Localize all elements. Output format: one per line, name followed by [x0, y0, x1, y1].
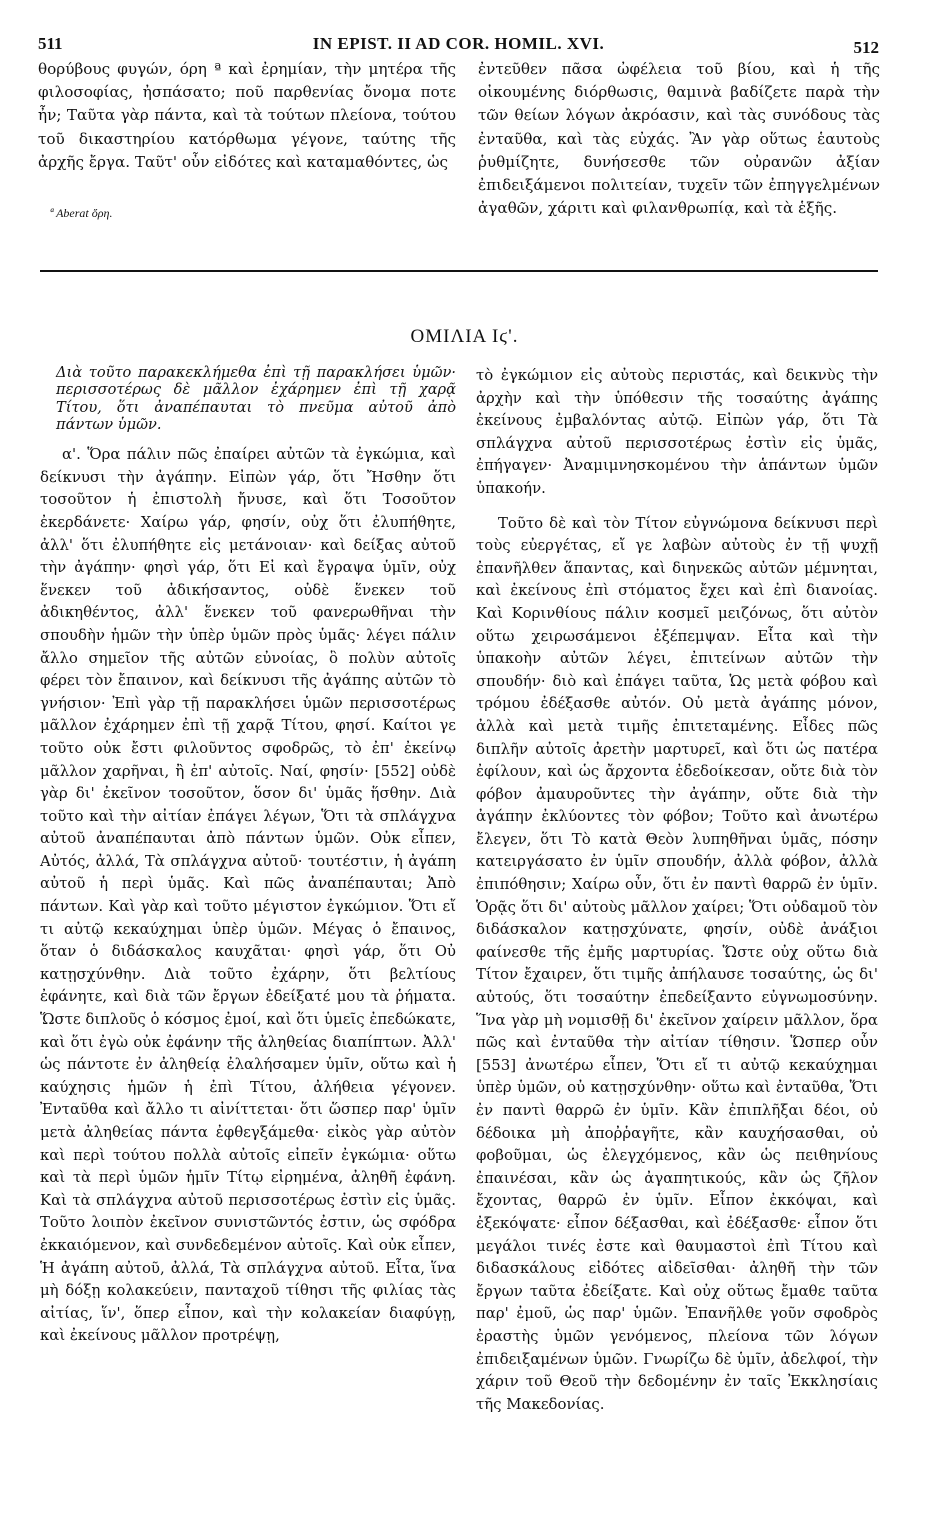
main-left-body: α'. Ὅρα πάλιν πῶς ἐπαίρει αὐτῶν τὰ ἐγκώμια, καὶ δείκνυσι τὴν ἀγάπην. Εἰπὼν γάρ, ὅτι Ἤσθην ὅτι τοσοῦτον ἡ ἐπιστολὴ ἤνυσε, καὶ ὅτι Τοσοῦτον ἐκερδάνετε· Χαίρω γάρ, φησίν, οὐχ ὅτι ἐλυπήθητε, ἀλλ' ὅτι ἐλυπήθητε εἰς μετάνοιαν· καὶ δείξας αὐτοῦ τὴν ἀγάπην· φησὶ γάρ, ὅτι Εἰ καὶ ἔγραψα ὑμῖν, οὐχ ἕνεκεν τοῦ ἀδικήσαντος, οὐδὲ ἕνεκεν τοῦ ἀδικηθέντος, ἀλλ' ἕνεκεν τοῦ φανερωθῆναι τὴν σπουδὴν ἡμῶν τὴν ὑπὲρ ὑμῶν πρὸς ὑμᾶς· λέγει πάλιν ἄλλο σημεῖον τῆς αὐτῶν εὐνοίας, ὃ πολὺν αὐτοῖς φέρει τὸν ἔπαινον, καὶ δείκνυσι τῆς ἀγάπης αὐτῶν τὸ γνήσιον· Ἐπὶ γὰρ τῇ παρακλήσει ὑμῶν περισσοτέρως μᾶλλον ἐχάρημεν ἐπὶ τῇ χαρᾷ Τίτου, φησί. Καίτοι γε τοῦτο οὐκ ἔστι φιλοῦντος σφοδρῶς, τὸ ἐπ' ἐκείνῳ μᾶλλον χαρῆναι, ἢ ἐπ' αὐτοῖς. Ναί, φησίν· [552] οὐδὲ γὰρ δι' ἐκεῖνον τοσοῦτον, ὅσον δι' ὑμᾶς ἥσθην. Διὰ τοῦτο καὶ τὴν αἰτίαν ἐπάγει λέγων, Ὅτι τὰ σπλάγχνα αὐτοῦ ἀναπέπαυται ἀπὸ πάντων ὑμῶν. Οὐκ εἶπεν, Αὐτός, ἀλλά, Τὰ σπλάγχνα αὐτοῦ· τουτέστιν, ἡ ἀγάπη αὐτοῦ ἡ περὶ ὑμᾶς. Καὶ πῶς ἀναπέπαυται; Ἀπὸ πάντων. Καὶ γὰρ καὶ τοῦτο μέγιστον ἐγκώμιον. Ὅτι εἴ τι αὐτῷ κεκαύχημαι ὑπὲρ ὑμῶν. Μέγας ὁ ἔπαινος, ὅταν ὁ διδάσκαλος καυχᾶται· φησὶ γάρ, ὅτι Οὐ κατῃσχύνθην. Διὰ τοῦτο ἐχάρην, ὅτι βελτίους ἐφάνητε, καὶ διὰ τῶν ἔργων ἐδείξατέ μου τὰ ῥήματα. Ὥστε διπλοῦς ὁ κόσμος ἐμοί, καὶ ὅτι ὑμεῖς ἐπεδώκατε, καὶ ὅτι ἐγὼ οὐκ ἐφάνην τῆς ἀληθείας διαπίπτων. Ἀλλ' ὡς πάντοτε ἐν ἀληθείᾳ ἐλαλήσαμεν ὑμῖν, οὕτω καὶ ἡ καύχησις ἡμῶν ἡ ἐπὶ Τίτου, ἀλήθεια γέγονεν. Ἐνταῦθα καὶ ἄλλο τι αἰνίττεται· ὅτι ὥσπερ παρ' ὑμῖν μετὰ ἀληθείας πάντα ἐφθεγξάμεθα· εἰκὸς γὰρ αὐτὸν καὶ περὶ τούτου πολλὰ αὐτοῖς εἰπεῖν ἐγκώμια· οὕτω καὶ τὰ περὶ ὑμῶν ἡμῖν Τίτῳ εἰρημένα, ἀληθῆ ἐφάνη. Καὶ τὰ σπλάγχνα αὐτοῦ περισσοτέρως ἐστὶν εἰς ὑμᾶς. Τοῦτο λοιπὸν ἐκεῖνον συνιστῶντός ἐστιν, ὡς σφόδρα ἐκκαιόμενον, καὶ συνδεδεμένον αὐτοῖς. Καὶ οὐκ εἶπεν, Ἡ ἀγάπη αὐτοῦ, ἀλλά, Τὰ σπλάγχνα αὐτοῦ. Εἶτα, ἵνα μὴ δόξῃ κολακεύειν, πανταχοῦ τίθησι τῆς φιλίας τὰς αἰτίας, ἵν', ὅπερ εἶπον, καὶ τὴν κολακείαν διαφύγῃ, καὶ ἐκείνους μᾶλλον προτρέψῃ,	[40, 445, 456, 1345]
top-right-text: ἐντεῦθεν πᾶσα ὠφέλεια τοῦ βίου, καὶ ἡ τῆς οἰκουμένης διόρθωσις, θαμινὰ βαδίζετε παρὰ τὴν τῶν θείων λόγων ἀκρόασιν, καὶ τὰς συνόδους τὰς ἐνταῦθα, καὶ τὰς εὐχάς. Ἂν γὰρ οὕτως ἑαυτοὺς ῥυθμίζητε, δυνήσεσθε τῶν οὐρανῶν ἀξίαν ἐπιδειξάμενοι πολιτείαν, τυχεῖν τῶν ἐπηγγελμένων ἀγαθῶν, χάριτι καὶ φιλανθρωπίᾳ, καὶ τὰ ἑξῆς.	[478, 60, 880, 218]
page-number-left: 511	[38, 34, 63, 53]
top-right-column	[478, 58, 880, 220]
footnote: ª Aberat ὄρη.	[50, 206, 113, 220]
page-number-right: 512	[853, 38, 879, 57]
main-left-column	[40, 364, 456, 1347]
main-right-para-2: Τοῦτο δὲ καὶ τὸν Τίτον εὐγνώμονα δείκνυσι περὶ τοὺς εὐεργέτας, εἴ γε λαβὼν αὐτοὺς ἐν τῇ ψυχῇ ἐπανῆλθεν ἅπαντας, καὶ διηνεκῶς αὐτῶν μέμνηται, καὶ ἐκείνους ἐπὶ στόματος ἔχει καὶ ἐπὶ διανοίας. Καὶ Κορινθίους πάλιν κοσμεῖ μειζόνως, ὅτι αὐτὸν οὕτω χειρωσάμενοι ἐξέπεμψαν. Εἶτα καὶ τὴν ὑπακοὴν αὐτῶν λέγει, ἐπιτείνων αὐτῶν τὴν σπουδήν· διὸ καὶ ἐπάγει ταῦτα, Ὡς μετὰ φόβου καὶ τρόμου ἐδέξασθε αὐτόν. Οὐ μετὰ ἀγάπης μόνον, ἀλλὰ καὶ μετὰ τιμῆς ἐπιτεταμένης. Εἶδες πῶς διπλῆν αὐτοῖς ἀρετὴν μαρτυρεῖ, καὶ ὅτι ὡς πατέρα ἐφίλουν, καὶ ὡς ἄρχοντα ἐδεδοίκεσαν, οὔτε διὰ τὸν φόβον ἀμαυροῦντες τὴν ἀγάπην, οὔτε διὰ τὴν ἀγάπην ἐκλύοντες τὸν φόβον; Τοῦτο καὶ ἀνωτέρω ἔλεγεν, ὅτι Τὸ κατὰ Θεὸν λυπηθῆναι ὑμᾶς, πόσην κατειργάσατο ἐν ὑμῖν σπουδήν, ἀλλὰ φόβον, ἀλλὰ ἐπιπόθησιν; Χαίρω οὖν, ὅτι ἐν παντὶ θαρρῶ ἐν ὑμῖν. Ὁρᾷς ὅτι δι' αὐτοὺς μᾶλλον χαίρει; Ὅτι οὐδαμοῦ τὸν διδάσκαλον κατῃσχύνατε, φησίν, οὐδὲ ἀνάξιοι φαίνεσθε τῆς ἐμῆς μαρτυρίας. Ὥστε οὐχ οὕτω διὰ Τίτον ἔχαιρεν, ὅτι τιμῆς ἀπήλαυσε τοσαύτης, ὡς δι' αὐτούς, ὅτι τοσαύτην ἐπεδείξαντο εὐγνωμοσύνην. Ἵνα γὰρ μὴ νομισθῇ δι' ἐκεῖνον χαίρειν μᾶλλον, ὅρα πῶς καὶ ἐνταῦθα τὴν αἰτίαν τίθησιν. Ὥσπερ οὖν [553] ἀνωτέρω εἶπεν, Ὅτι εἴ τι αὐτῷ κεκαύχημαι ὑπὲρ ὑμῶν, οὐ κατῃσχύνθην· οὕτω καὶ ἐνταῦθα, Ὅτι ἐν παντὶ θαρρῶ ἐν ὑμῖν. Κἂν ἐπιπλῆξαι δέοι, οὐ δέδοικα μὴ ἀποῤῥαγῆτε, κἂν καυχήσασθαι, οὐ φοβοῦμαι, ὡς ἐλεγχόμενος, κἂν ὡς πειθηνίους ἐπαινέσαι, κἂν ὡς ἀγαπητικούς, κἂν ὡς ζῆλον ἔχοντας, θαρρῶ ἐν ὑμῖν. Εἶπον ἐκκόψαι, καὶ ἐξεκόψατε· εἶπον δέξασθαι, καὶ ἐδέξασθε· εἶπον ὅτι μεγάλοι τινές ἐστε καὶ θαυμαστοὶ ἐπὶ Τίτου καὶ διδασκάλους εἰδότες αἰδεῖσθαι· ἀληθῆ τὴν τῶν ἔργων ταῦτα ἐδείξατε. Καὶ οὐχ οὕτως ἔμαθε ταῦτα παρ' ἐμοῦ, ὡς παρ' ὑμῶν. Ἐπανῆλθε γοῦν σφοδρὸς ἐραστὴς ὑμῶν γενόμενος, πλείονα τῶν λόγων ἐπιδειξαμένων ὑμῶν. Γνωρίζω δὲ ὑμῖν, ἀδελφοί, τὴν χάριν τοῦ Θεοῦ τὴν δεδομένην ἐν ταῖς Ἐκκλησίαις τῆς Μακεδονίας.	[476, 513, 878, 1413]
main-right-para-1: τὸ ἐγκώμιον εἰς αὐτοὺς περιστάς, καὶ δεικνὺς τὴν ἀρχὴν καὶ τὴν ὑπόθεσιν τῆς τοσαύτης ἀγάπης ἐκείνους ἐμβαλόντας αὐτῷ. Εἰπὼν γάρ, ὅτι Τὰ σπλάγχνα αὐτοῦ περισσοτέρως ἐστὶν εἰς ὑμᾶς, ἐπήγαγεν· Ἀναμιμνησκομένου τὴν ἁπάντων ὑμῶν ὑπακοήν.	[476, 366, 878, 497]
running-title: IN EPIST. II AD COR. HOMIL. XVI.	[312, 34, 605, 53]
top-left-text: θορύβους φυγών, όρη ª καὶ ἐρημίαν, τὴν μητέρα τῆς φιλοσοφίας, ἠσπάσατο; ποῦ παρθενίας ὄνομα ποτε ἦν; Ταῦτα γὰρ πάντα, καὶ τὰ τούτων πλείονα, τούτου τοῦ δικαστηρίου κατόρθωμα γέγονε, ταύτης τῆς ἀρχῆς ἔργα. Ταῦτ' οὖν εἰδότες καὶ καταμαθόντες, ὡς	[38, 60, 456, 171]
main-right-column	[476, 364, 878, 1415]
scripture-lemma: Διὰ τοῦτο παρακεκλήμεθα ἐπὶ τῇ παρακλήσει ὑμῶν· περισσοτέρως δὲ μᾶλλον ἐχάρημεν ἐπὶ τῇ χαρᾷ Τίτου, ὅτι ἀναπέπαυται τὸ πνεῦμα αὐτοῦ ἀπὸ πάντων ὑμῶν.	[56, 364, 456, 433]
section-divider	[40, 270, 878, 272]
running-head	[38, 34, 879, 56]
homily-title: ΟΜΙΛΙΑ Ιϛ'.	[410, 326, 519, 347]
top-left-column	[38, 58, 456, 174]
